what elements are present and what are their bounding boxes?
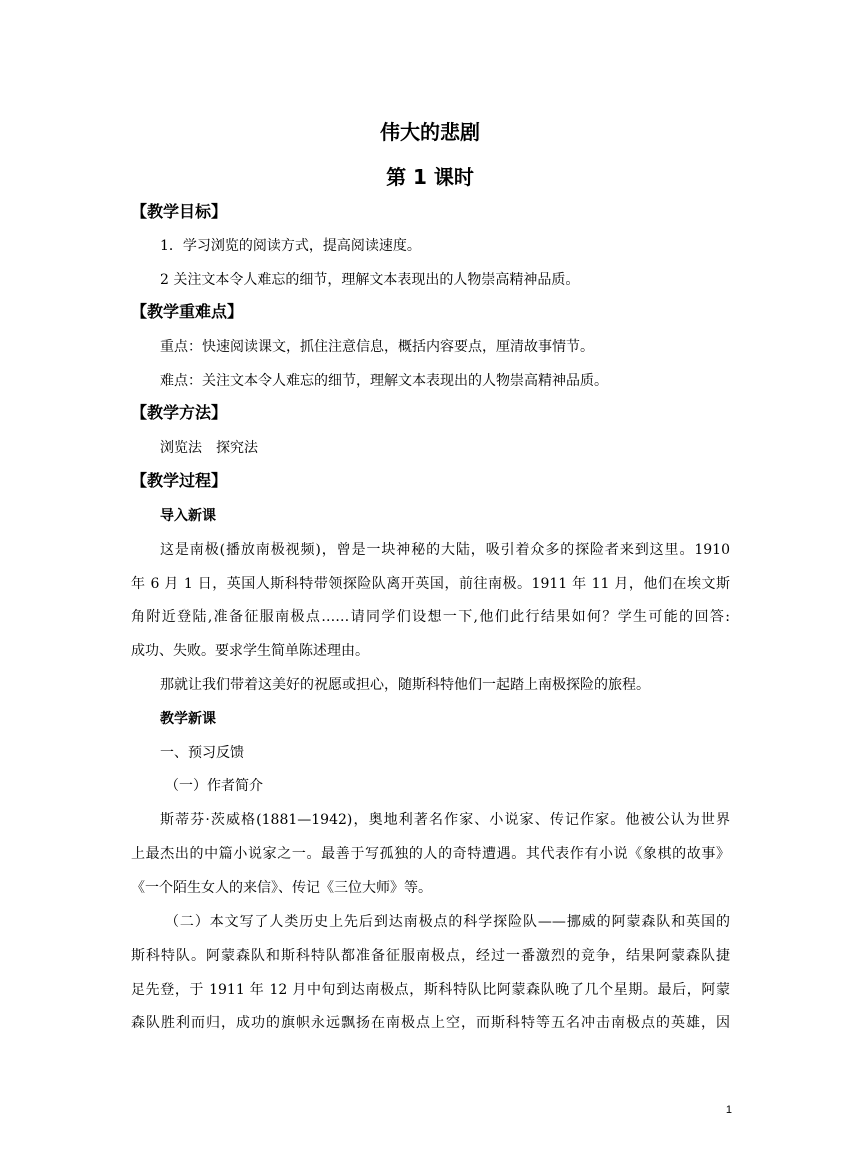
intro-paragraph-line: 这是南极(播放南极视频)，曾是一块神秘的大陆，吸引着众多的探险者来到这里。1910 [160, 542, 730, 558]
background-paragraph-line: 森队胜利而归，成功的旗帜永远飘扬在南极点上空，而斯科特等五名冲击南极点的英雄，因 [131, 1015, 730, 1031]
objective-item: 1．学习浏览的阅读方式，提高阅读速度。 [160, 238, 421, 254]
objective-item: 2 关注文本令人难忘的细节，理解文本表现出的人物崇高精神品质。 [160, 272, 580, 288]
key-points-heading: 【教学重难点】 [131, 302, 244, 321]
page-number: 1 [725, 1104, 732, 1116]
intro-paragraph-line: 成功、失败。要求学生简单陈述理由。 [131, 643, 369, 659]
background-paragraph-line: （二）本文写了人类历史上先后到达南极点的科学探险队——挪威的阿蒙森队和英国的 [165, 914, 730, 930]
methods-heading: 【教学方法】 [131, 403, 228, 422]
intro-closing: 那就让我们带着这美好的祝愿或担心，随斯科特他们一起踏上南极探险的旅程。 [160, 677, 650, 693]
intro-paragraph-line: 角附近登陆,准备征服南极点……请同学们设想一下,他们此行结果如何？学生可能的回答: [131, 609, 730, 625]
author-paragraph-line: 《一个陌生女人的来信》、传记《三位大师》等。 [131, 880, 432, 896]
methods-text: 浏览法 探究法 [160, 440, 258, 456]
preview-heading: 一、预习反馈 [160, 745, 244, 761]
author-heading: （一）作者简介 [165, 778, 263, 794]
key-point-item: 难点：关注文本令人难忘的细节，理解文本表现出的人物崇高精神品质。 [160, 373, 608, 389]
objectives-heading: 【教学目标】 [131, 202, 228, 221]
background-paragraph-line: 斯科特队。阿蒙森队和斯科特队都准备征服南极点，经过一番激烈的竞争，结果阿蒙森队捷 [131, 948, 730, 964]
key-point-item: 重点：快速阅读课文，抓住注意信息，概括内容要点，厘清故事情节。 [160, 339, 594, 355]
author-paragraph-line: 上最杰出的中篇小说家之一。最善于写孤独的人的奇特遭遇。其代表作有小说《象棋的故事》 [131, 846, 730, 862]
intro-paragraph-line: 年 6 月 1 日，英国人斯科特带领探险队离开英国，前往南极。1911 年 11 月，他们在埃文斯 [131, 576, 730, 592]
new-lesson-heading: 教学新课 [160, 711, 216, 727]
document-title: 伟大的悲剧 [380, 120, 480, 144]
process-heading: 【教学过程】 [131, 471, 228, 490]
lesson-subtitle: 第 1 课时 [386, 165, 474, 189]
background-paragraph-line: 足先登，于 1911 年 12 月中旬到达南极点，斯科特队比阿蒙森队晚了几个星期。最后，阿蒙 [131, 982, 730, 998]
author-paragraph-line: 斯蒂芬·茨威格(1881—1942)，奥地利著名作家、小说家、传记作家。他被公认为世界 [160, 812, 730, 828]
intro-heading: 导入新课 [160, 508, 216, 524]
